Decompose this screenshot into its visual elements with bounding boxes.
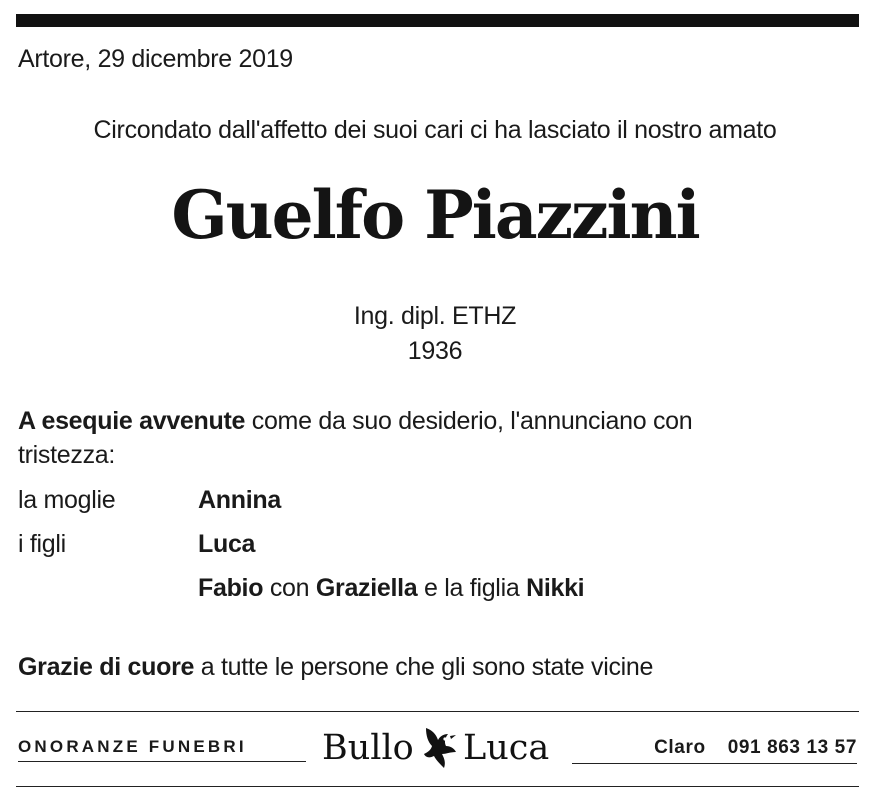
dove-icon	[420, 724, 460, 779]
announcement-text: come da suo desiderio, l'annunciano con tristezza:	[18, 407, 693, 469]
deceased-birth-year: 1936	[407, 337, 463, 365]
footer-bottom-rule	[16, 786, 859, 787]
footer-contact	[572, 737, 857, 764]
mourner-relation: la moglie	[18, 486, 116, 514]
deceased-name: Guelfo Piazzini	[171, 176, 699, 254]
thanks	[18, 653, 653, 682]
logo-word-1: Bullo	[322, 728, 414, 768]
mourner-name: Annina	[198, 486, 281, 514]
top-rule	[16, 14, 859, 27]
thanks-lead: Grazie di cuore	[18, 653, 195, 681]
footer-label: ONORANZE FUNEBRI	[18, 737, 306, 762]
mourner-relation: i figli	[18, 530, 66, 558]
intro-text: Circondato dall'affetto dei suoi cari ci ha lasciato il nostro amato	[93, 116, 777, 144]
mourner-name: Luca	[198, 530, 256, 558]
logo-word-2: Luca	[463, 728, 550, 768]
mourner-extra: Fabio con Graziella e la figlia Nikki	[198, 574, 585, 602]
dateline: Artore, 29 dicembre 2019	[18, 45, 293, 73]
announcement-lead: A esequie avvenute	[18, 407, 246, 435]
footer-city: Claro	[654, 737, 706, 758]
footer-top-rule	[16, 711, 859, 712]
thanks-text: a tutte le persone che gli sono state vicine	[194, 653, 654, 681]
footer-phone: 091 863 13 57	[727, 737, 857, 758]
deceased-title: Ing. dipl. ETHZ	[353, 302, 517, 330]
funeral-home-logo	[322, 724, 562, 774]
announcement	[18, 404, 778, 472]
